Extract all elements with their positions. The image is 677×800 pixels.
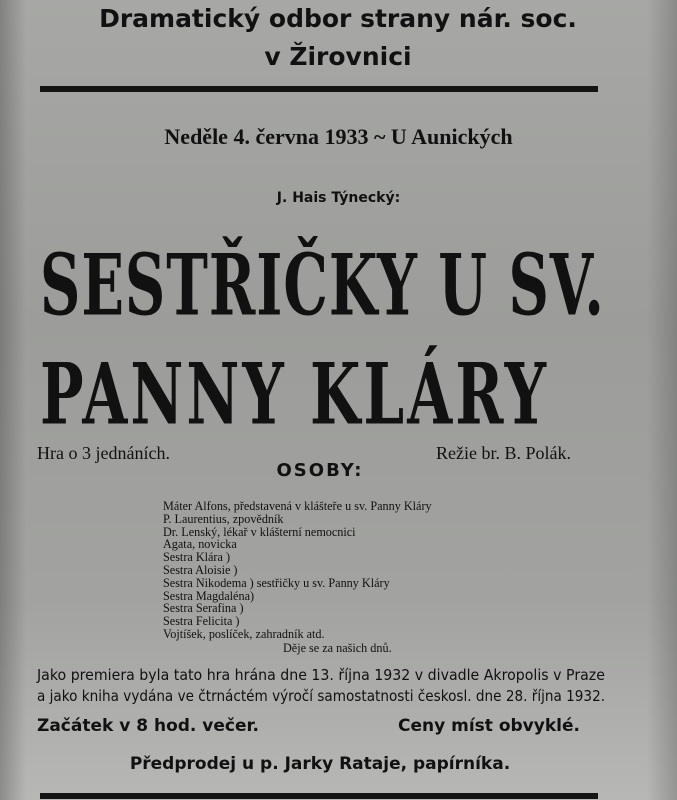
cast-row: Agata, novicka [163, 537, 237, 552]
play-title-line1: SESTŘIČKY U SV. [40, 236, 605, 335]
top-rule [40, 86, 598, 92]
ticket-prices: Ceny míst obvyklé. [398, 716, 580, 736]
premiere-line2: a jako kniha vydána ve čtrnáctém výročí samostatnosti českosl. dne 28. října 1932. [37, 687, 606, 705]
setting-note: Děje se za našich dnů. [283, 641, 392, 655]
acts-count: Hra o 3 jednáních. [37, 443, 170, 463]
right-shadow [647, 0, 677, 800]
cast-heading: OSOBY: [276, 460, 364, 481]
header-town: v Žirovnici [264, 42, 412, 71]
presale-info: Předprodej u p. Jarky Rataje, papírníka. [129, 754, 511, 774]
cast-row: Vojtíšek, poslíček, zahradník atd. [163, 626, 325, 641]
premiere-line1: Jako premiera byla tato hra hrána dne 13. října 1932 v divadle Akropolis v Praze [37, 666, 605, 684]
cast-list [163, 500, 432, 641]
cast-row: Dr. Lenský, lékař v klášterní nemocnici [163, 524, 356, 539]
cast-row: Sestra Felicita ) [163, 614, 240, 629]
cast-row: Sestra Aloisie ) [163, 562, 238, 577]
header-organization: Dramatický odbor strany nár. soc. [99, 4, 577, 33]
cast-row: Sestra Klára ) [163, 550, 231, 565]
cast-row: Sestra Magdaléna) [163, 588, 255, 603]
date-venue-line: Neděle 4. června 1933 ~ U Aunických [164, 124, 513, 149]
bottom-rule [40, 793, 598, 799]
play-title-line2: PANNY KLÁRY [40, 345, 550, 444]
cast-row: Sestra Nikodema ) sestřičky u sv. Panny Kláry [163, 575, 390, 590]
cast-row: Sestra Serafina ) [163, 601, 244, 616]
cast-row: P. Laurentius, zpovědník [163, 511, 284, 526]
cast-row: Máter Alfons, představená v klášteře u sv. Panny Kláry [163, 499, 432, 513]
start-time: Začátek v 8 hod. večer. [37, 716, 259, 736]
director-credit: Režie br. B. Polák. [436, 443, 571, 463]
left-shadow [0, 0, 26, 800]
play-author: J. Hais Týnecký: [276, 190, 401, 206]
